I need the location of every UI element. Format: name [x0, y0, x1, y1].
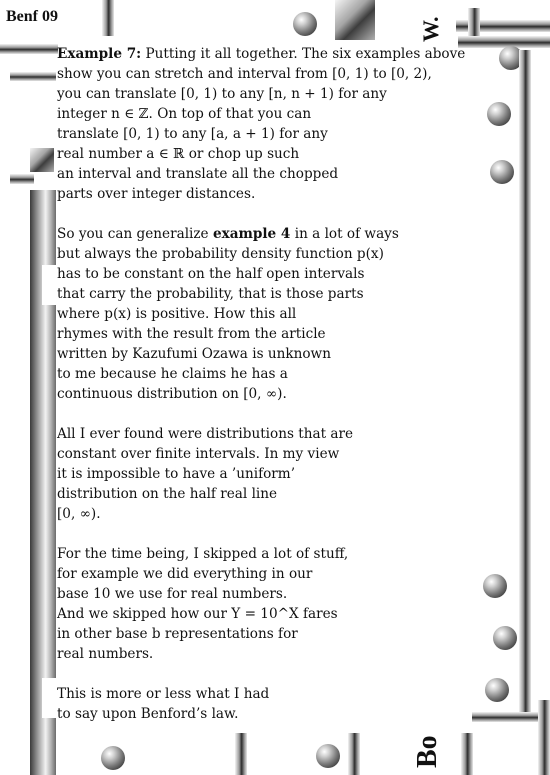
- decor-ball: [483, 574, 507, 598]
- decor-notch: [42, 678, 56, 718]
- decor-ball: [101, 746, 125, 770]
- text-line: in other base b representations for: [57, 626, 298, 642]
- example-7-label: Example 7:: [57, 46, 142, 62]
- decor-ball: [485, 678, 509, 702]
- text-line: This is more or less what I had: [57, 686, 270, 702]
- text-line: has to be constant on the half open intervals: [57, 266, 365, 282]
- text-line: show you can stretch and interval from [0, 1) to [0, 2),: [57, 66, 432, 82]
- page-title: Benf 09: [6, 8, 58, 25]
- text-line: an interval and translate all the chopped: [57, 166, 339, 182]
- decor-bar: [0, 44, 58, 54]
- side-text-bottom: Bo: [412, 735, 443, 768]
- text-line: continuous distribution on [0, ∞).: [57, 386, 287, 402]
- decor-bar: [10, 174, 34, 184]
- text-line: And we skipped how our Y = 10^X fares: [57, 606, 338, 622]
- text-line: real numbers.: [57, 646, 154, 662]
- decor-ball: [493, 626, 517, 650]
- text-line: base 10 we use for real numbers.: [57, 586, 288, 602]
- text-line: to me because he claims he has a: [57, 366, 288, 382]
- paragraph-closing: [57, 684, 477, 724]
- text-line: translate [0, 1) to any [a, a + 1) for any: [57, 126, 328, 142]
- decor-block: [335, 0, 375, 40]
- text-line: integer n ∈ ℤ. On top of that you can: [57, 106, 312, 122]
- text-line: real number a ∈ ℝ or chop up such: [57, 146, 300, 162]
- decor-block: [30, 148, 54, 172]
- text-line: it is impossible to have a ’uniform’: [57, 466, 296, 482]
- paragraph-skipped: [57, 544, 477, 664]
- paragraph-example-7: [57, 44, 477, 204]
- text-line: constant over finite intervals. In my view: [57, 446, 340, 462]
- text-line: parts over integer distances.: [57, 186, 256, 202]
- text-line: where p(x) is positive. How this all: [57, 306, 297, 322]
- main-text: [57, 44, 477, 744]
- text-line: written by Kazufumi Ozawa is unknown: [57, 346, 331, 362]
- text-line: that carry the probability, that is those parts: [57, 286, 364, 302]
- decor-ball: [487, 102, 511, 126]
- decor-bar: [538, 700, 550, 775]
- text-line: rhymes with the result from the article: [57, 326, 326, 342]
- text-line: So you can generalize example 4 in a lot of ways: [57, 226, 399, 242]
- text-line: you can translate [0, 1) to any [n, n + 1) for any: [57, 86, 387, 102]
- paragraph-distributions: [57, 424, 477, 524]
- side-text-top: W.: [418, 16, 443, 42]
- text-line: [0, ∞).: [57, 506, 101, 522]
- text-line: All I ever found were distributions that are: [57, 426, 353, 442]
- text-line: Example 7: Putting it all together. The six examples above: [57, 46, 466, 62]
- paragraph-generalize: [57, 224, 477, 404]
- decor-ball: [316, 744, 340, 768]
- text-line: distribution on the half real line: [57, 486, 278, 502]
- decor-bar: [102, 0, 114, 36]
- decor-bar: [10, 72, 56, 81]
- decor-bar: [519, 50, 531, 715]
- decor-ball: [490, 160, 514, 184]
- text-line: but always the probability density function p(x): [57, 246, 384, 262]
- decor-notch: [42, 265, 56, 305]
- decor-ball: [293, 12, 317, 36]
- text-line: to say upon Benford’s law.: [57, 706, 239, 722]
- text-line: For the time being, I skipped a lot of stuff,: [57, 546, 349, 562]
- example-4-label: example 4: [212, 226, 291, 242]
- text-line: for example we did everything in our: [57, 566, 313, 582]
